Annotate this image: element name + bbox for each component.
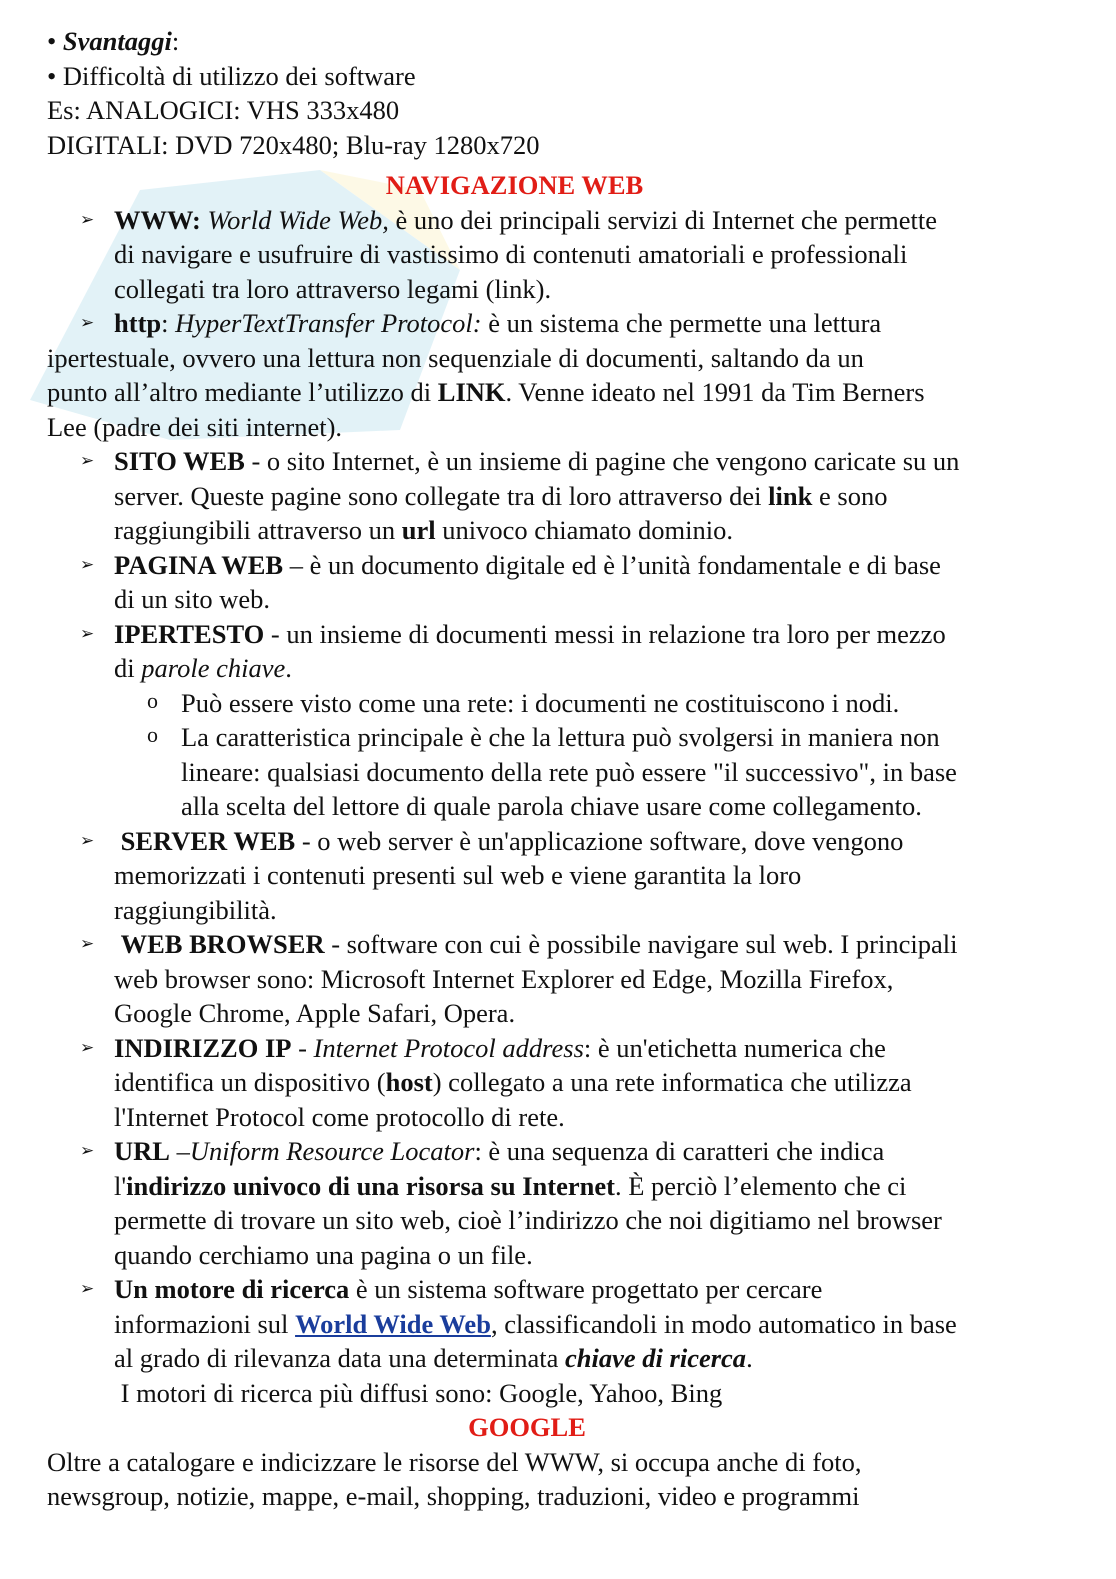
item-pagina-web: ➢ PAGINA WEB – è un documento digitale ed è l’unità fondamentale e di base di un sito web.: [80, 549, 941, 614]
arrow-bullet-icon: ➢: [80, 934, 95, 953]
sub-item-caratteristica: o La caratteristica principale è che la lettura può svolgersi in maniera non lineare: qualsiasi documento della rete può essere "il successivo", in base alla scelta del lettore di quale parola chiave usare come collegamento.: [47, 720, 1077, 824]
item-http: ➢ http: HyperTextTransfer Protocol: è un sistema che permette una lettura ipertestuale, ovvero una lettura non sequenziale di documenti, saltando da un punto all’altro mediante l’utilizzo di LINK. Venne ideato nel 1991 da Tim Berners Lee (padre dei siti internet).: [47, 308, 925, 442]
circle-bullet-icon: o: [147, 722, 158, 747]
arrow-bullet-icon: ➢: [80, 830, 95, 850]
arrow-bullet-icon: ➢: [80, 209, 95, 229]
item-sito-web: ➢ SITO WEB - o sito Internet, è un insieme di pagine che vengono caricate su un server. Queste pagine sono collegate tra di loro attraverso dei link e sono raggiungibili attraverso un url univoco chiamato dominio.: [80, 446, 960, 545]
arrow-bullet-icon: ➢: [80, 623, 95, 643]
arrow-bullet-icon: ➢: [80, 554, 95, 574]
sub-item-rete: o Può essere visto come una rete: i documenti ne costituiscono i nodi.: [47, 686, 1077, 721]
arrow-bullet-icon: ➢: [80, 451, 95, 470]
arrow-bullet-icon: ➢: [80, 1279, 95, 1298]
item-server-web: ➢ SERVER WEB - o web server è un'applicazione software, dove vengono memorizzati i contenuti presenti sul web e viene garantita la loro raggiungibilità.: [80, 825, 904, 925]
intro-line-2: • Difficoltà di utilizzo dei software: [47, 60, 416, 91]
item-indirizzo-ip: ➢ INDIRIZZO IP - Internet Protocol address: è un'etichetta numerica che identifica un dispositivo (host) collegato a una rete informatica che utilizza l'Internet Protocol come protocollo di rete.: [80, 1032, 912, 1132]
circle-bullet-icon: o: [147, 687, 158, 713]
item-www: ➢ WWW: World Wide Web, è uno dei principali servizi di Internet che permette di navigare e usufruire di vastissimo di contenuti amatoriali e professionali collegati tra loro attraverso legami (link).: [80, 204, 938, 304]
intro-line-4: DIGITALI: DVD 720x480; Blu-ray 1280x720: [47, 129, 540, 160]
google-line-2: newsgroup, notizie, mappe, e-mail, shopping, traduzioni, video e programmi: [47, 1481, 860, 1511]
heading-google: GOOGLE: [468, 1412, 586, 1442]
intro-line-3: Es: ANALOGICI: VHS 333x480: [47, 95, 400, 125]
item-ipertesto: ➢ IPERTESTO - un insieme di documenti messi in relazione tra loro per mezzo di parole chiave.: [80, 618, 946, 683]
item-url: ➢ URL –Uniform Resource Locator: è una sequenza di caratteri che indica l'indirizzo univoco di una risorsa su Internet. È perciò l’elemento che ci permette di trovare un sito web, cioè l’indirizzo che noi digitiamo nel browser quando cerchiamo una pagina o un file.: [80, 1136, 942, 1270]
document-page: [47, 24, 1077, 1514]
arrow-bullet-icon: ➢: [80, 313, 95, 332]
heading-navigazione-web: NAVIGAZIONE WEB: [385, 170, 644, 200]
google-line-1: Oltre a catalogare e indicizzare le risorse del WWW, si occupa anche di foto,: [47, 1446, 862, 1477]
arrow-bullet-icon: ➢: [80, 1141, 95, 1160]
world-wide-web-link[interactable]: World Wide Web: [295, 1308, 491, 1339]
arrow-bullet-icon: ➢: [80, 1037, 95, 1057]
item-web-browser: ➢ WEB BROWSER - software con cui è possibile navigare sul web. I principali web browser sono: Microsoft Internet Explorer ed Edge, Mozilla Firefox, Google Chrome, Apple Safari, Opera.: [80, 929, 958, 1028]
item-motore-di-ricerca: ➢ Un motore di ricerca è un sistema software progettato per cercare informazioni sul World Wide Web, classificandoli in modo automatico in base al grado di rilevanza data una determinata chiave di ricerca. I motori di ricerca più diffusi sono: Google, Yahoo, Bing: [80, 1274, 957, 1408]
svantaggi-line: • Svantaggi:: [47, 26, 180, 56]
